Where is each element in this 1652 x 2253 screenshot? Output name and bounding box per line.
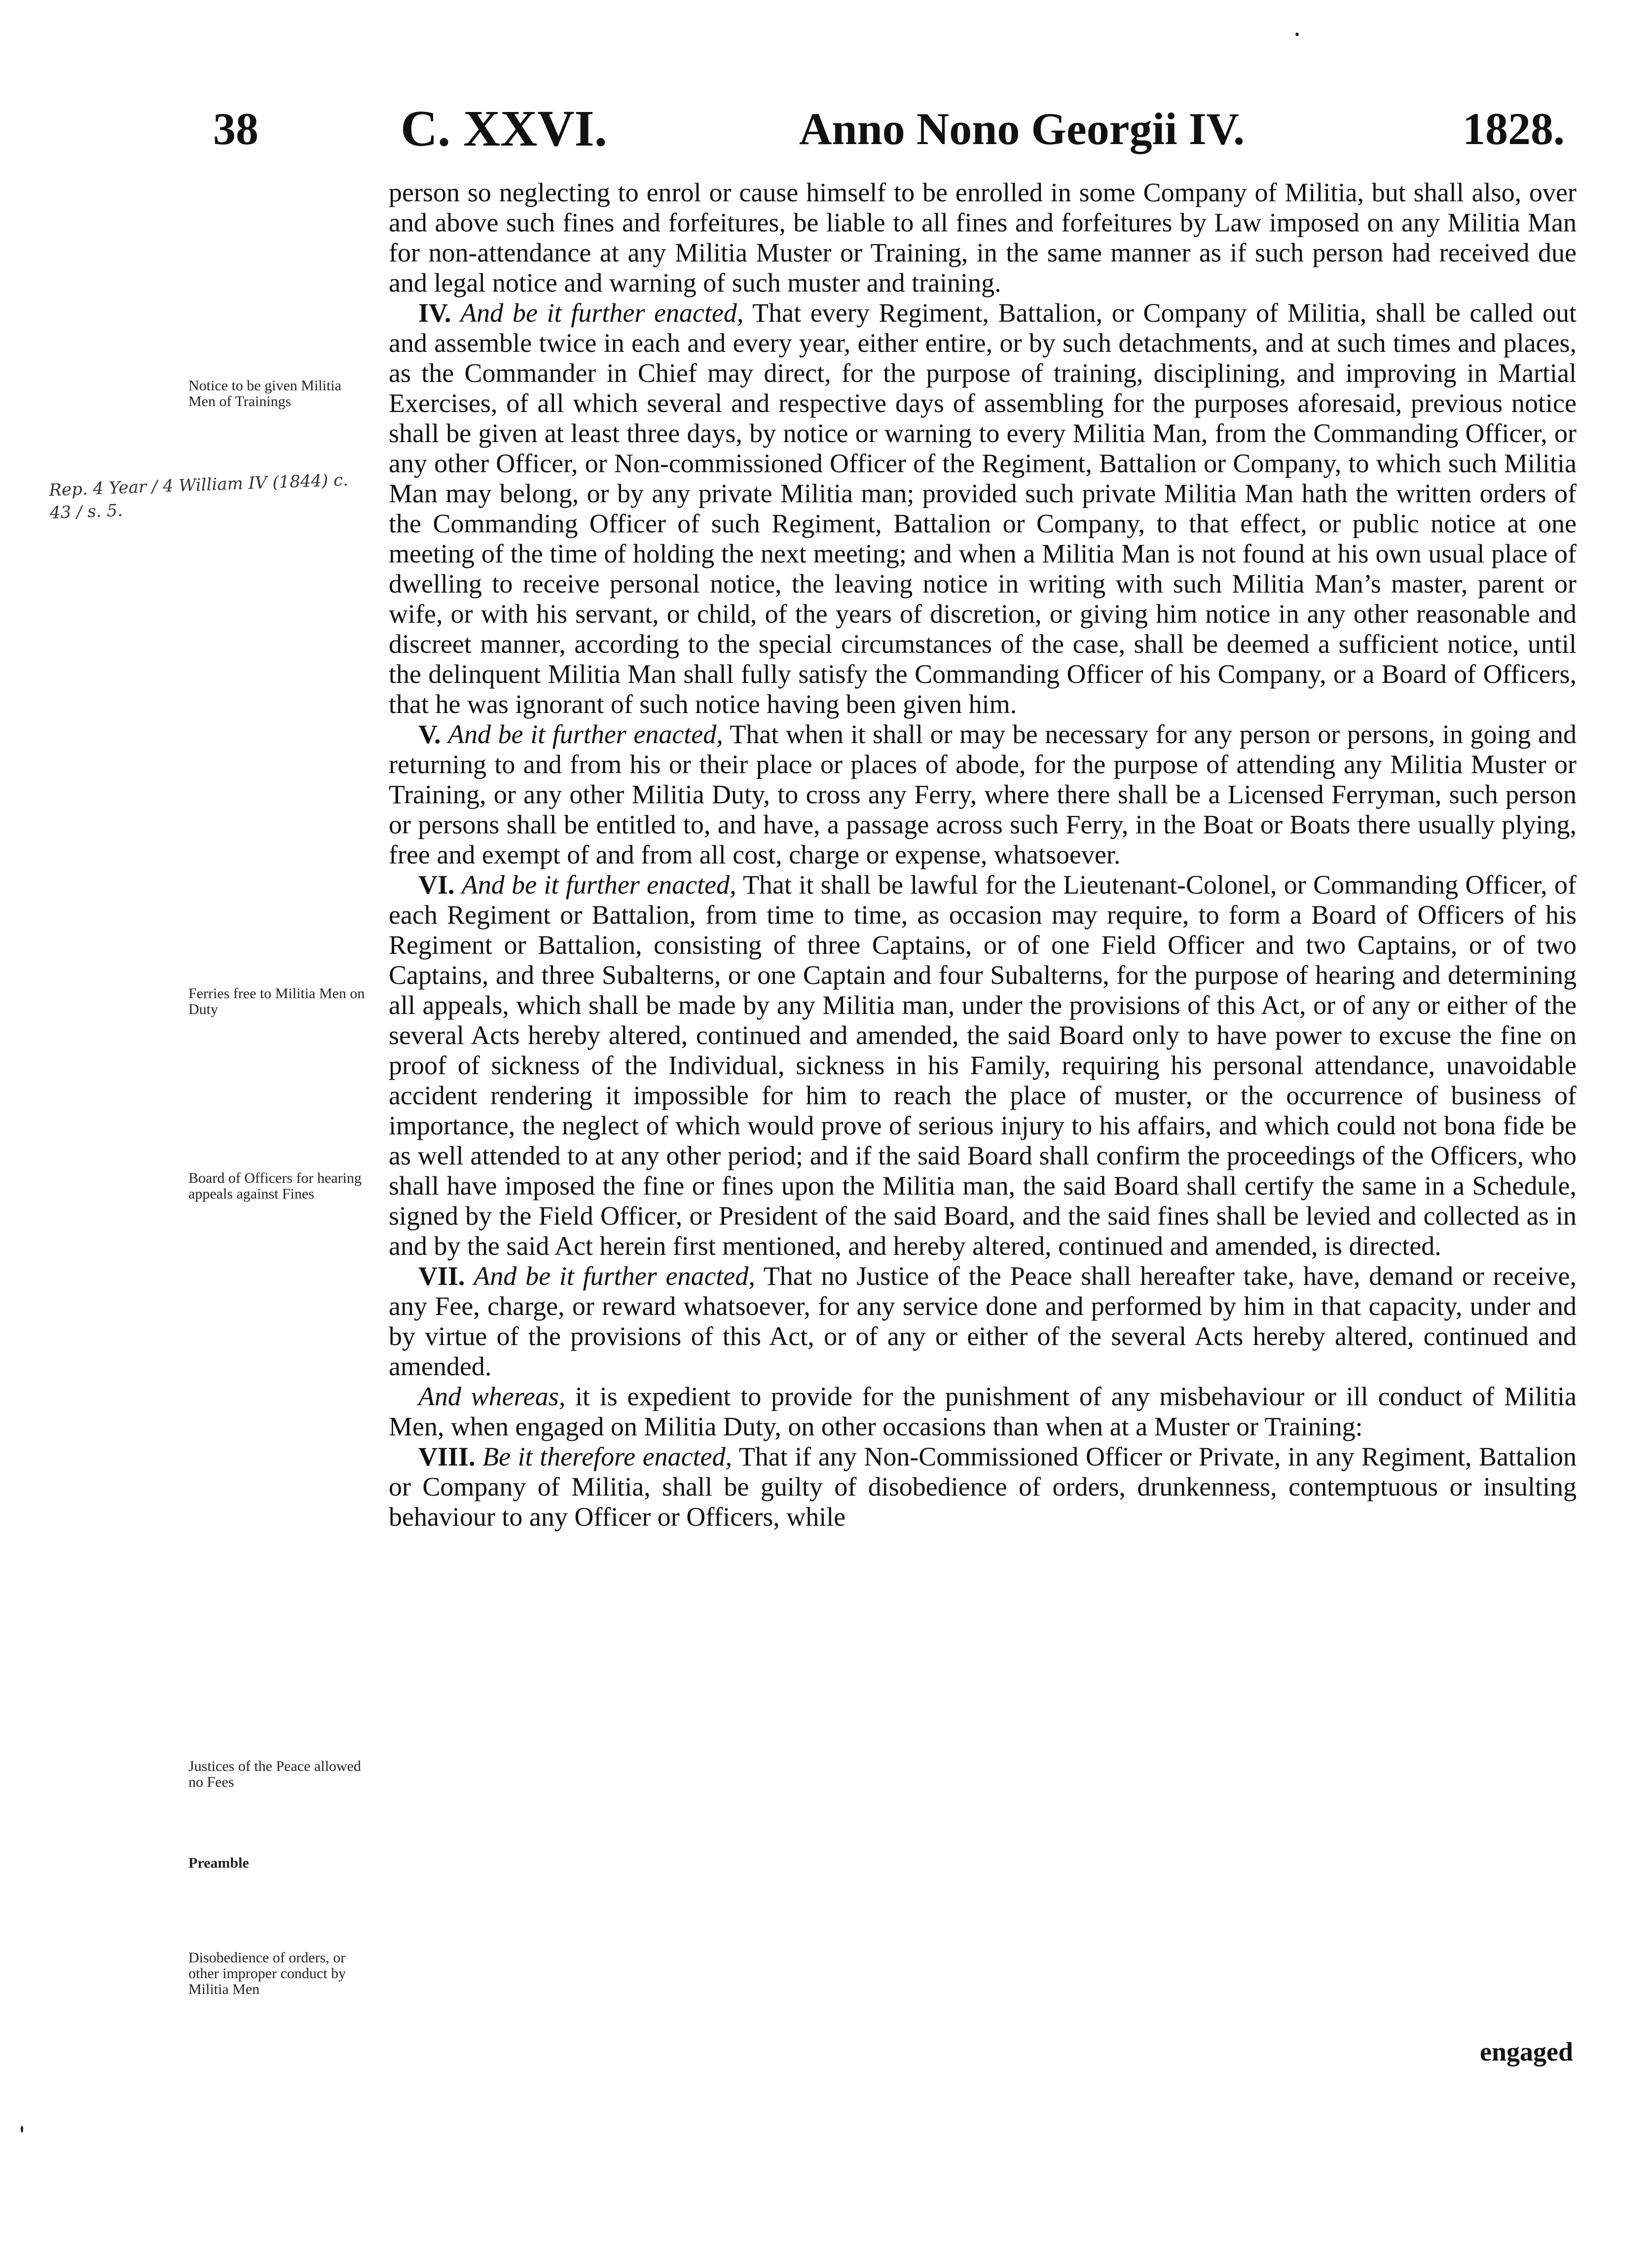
chapter-heading: C. XXVI. <box>401 100 607 157</box>
margin-note-notice: Notice to be given Militia Men of Trainings <box>188 377 341 410</box>
enacting-clause: And be it further enacted, <box>461 870 736 900</box>
section-vi <box>389 870 1577 1261</box>
year: 1828. <box>1463 104 1565 154</box>
enacting-clause: Be it therefore enacted, <box>482 1442 733 1471</box>
section-text: That it shall be lawful for the Lieutenant-Colonel, or Commanding Officer, of each Regiment or Battalion, from time to time, as occasion may require, to form a Board of Officers of his Regiment or Battalion, consisting of three Captains, or of one Field Officer and two Captains, or of two Captains, and three Subalterns, or one Captain and four Subalterns, for the purpose of hearing and determining all appeals, which shall be made by any Militia man, under the provisions of this Act, or of any or either of the several Acts hereby altered, continued and amended, the said Board only to have power to excuse the fine on proof of sickness of the Individual, sickness in his Family, requiring his personal attendance, unavoidable accident rendering it impossible for him to reach the place of muster, or the occurrence of business of importance, the neglect of which would prove of serious injury to his affairs, and which could not bona fide be as well attended to at any other period; and if the said Board shall confirm the proceedings of the Officers, who shall have imposed the fine or fines upon the Militia man, the said Board shall certify the same in a Schedule, signed by the Field Officer, or President of the said Board, and the said fines shall be levied and collected as in and by the said Act herein first mentioned, and hereby altered, continued and amended, is directed. <box>389 870 1577 1261</box>
preamble-text: it is expedient to provide for the punishment of any misbehaviour or ill conduct of Militia Men, when engaged on Militia Duty, on other occasions than when at a Muster or Training: <box>389 1382 1577 1441</box>
section-text: That when it shall or may be necessary for any person or persons, in going and returning to and from his or their place or places of abode, for the purpose of attending any Militia Muster or Training, or any other Militia Duty, to cross any Ferry, where there shall be a Licensed Ferryman, such person or persons shall be entitled to, and have, a passage across such Ferry, in the Boat or Boats there usually plying, free and exempt of and from all cost, charge or expense, whatsoever. <box>389 719 1577 869</box>
section-number: VII. <box>418 1261 465 1291</box>
section-text: That every Regiment, Battalion, or Company of Militia, shall be called out and assemble twice in each and every year, either entire, or by such detachments, and at such times and places, as the Commander in Chief may direct, for the purpose of training, disciplining, and improving in Martial Exercises, of all which several and respective days of assembling for the purposes aforesaid, previous notice shall be given at least three days, by notice or warning to every Militia Man, from the Commanding Officer, or any other Officer, or Non-commissioned Officer of the Regiment, Battalion or Company, to which such Militia Man may belong, or by any private Militia man; provided such private Militia Man hath the written orders of the Commanding Officer of such Regiment, Battalion or Company, to that effect, or public notice at one meeting of the time of holding the next meeting; and when a Militia Man is not found at his own usual place of dwelling to receive personal notice, the leaving notice in writing with such Militia Man’s master, parent or wife, or with his servant, or child, of the years of discretion, or giving him notice in any other reasonable and discreet manner, according to the special circumstances of the case, shall be deemed a sufficient notice, until the delinquent Militia Man shall fully satisfy the Commanding Officer of his Company, or a Board of Officers, that he was ignorant of such notice having been given him. <box>389 298 1577 719</box>
catchword: engaged <box>1480 2037 1573 2066</box>
section-v <box>389 719 1577 870</box>
section-vii <box>389 1261 1577 1382</box>
enacting-clause: And be it further enacted, <box>448 719 723 749</box>
section-text: That no Justice of the Peace shall hereafter take, have, demand or receive, any Fee, charge, or reward whatsoever, for any service done and performed by him in that capacity, under and by virtue of the provisions of this Act, or of any or either of the several Acts hereby altered, continued and amended. <box>389 1261 1577 1381</box>
margin-note-board: Board of Officers for hearing appeals against Fines <box>188 1170 362 1202</box>
section-iv <box>389 298 1577 719</box>
margin-note-preamble: Preamble <box>188 1855 249 1871</box>
margin-note-ferries: Ferries free to Militia Men on Duty <box>188 985 365 1017</box>
regnal-title: Anno Nono Georgii IV. <box>799 104 1245 154</box>
section-number: V. <box>418 719 441 749</box>
running-header <box>213 102 1565 156</box>
section-number: VI. <box>418 870 455 900</box>
scan-speck <box>21 2126 23 2133</box>
page-number: 38 <box>213 104 258 154</box>
paragraph-text: person so neglecting to enrol or cause himself to be enrolled in some Company of Militia, but shall also, over and above such fines and forfeitures, be liable to all fines and forfeitures by Law imposed on any Militia Man for non-attendance at any Militia Muster or Training, in the same manner as if such person had received due and legal notice and warning of such muster and training. <box>389 178 1577 298</box>
enacting-clause: And be it further enacted, <box>460 298 744 328</box>
section-text: That if any Non-Commissioned Officer or Private, in any Regiment, Battalion or Company of Militia, shall be guilty of disobedience of orders, drunkenness, contemptuous or insulting behaviour to any Officer or Officers, while <box>389 1442 1577 1532</box>
section-viii <box>389 1442 1577 1532</box>
preamble-paragraph <box>389 1382 1577 1442</box>
scan-speck <box>1295 33 1299 36</box>
preamble-lead: And whereas, <box>418 1382 566 1411</box>
section-number: VIII. <box>418 1442 476 1471</box>
enacting-clause: And be it further enacted, <box>474 1261 755 1291</box>
margin-note-justices: Justices of the Peace allowed no Fees <box>188 1758 361 1790</box>
margin-note-disobedience: Disobedience of orders, or other improper conduct by Militia Men <box>188 1950 346 1997</box>
body-text <box>389 178 1577 1532</box>
section-number: IV. <box>418 298 451 328</box>
handwritten-annotation: Rep. 4 Year / 4 William IV (1844) c. 43 / s. 5. <box>48 470 349 523</box>
paragraph-continuation <box>389 178 1577 298</box>
